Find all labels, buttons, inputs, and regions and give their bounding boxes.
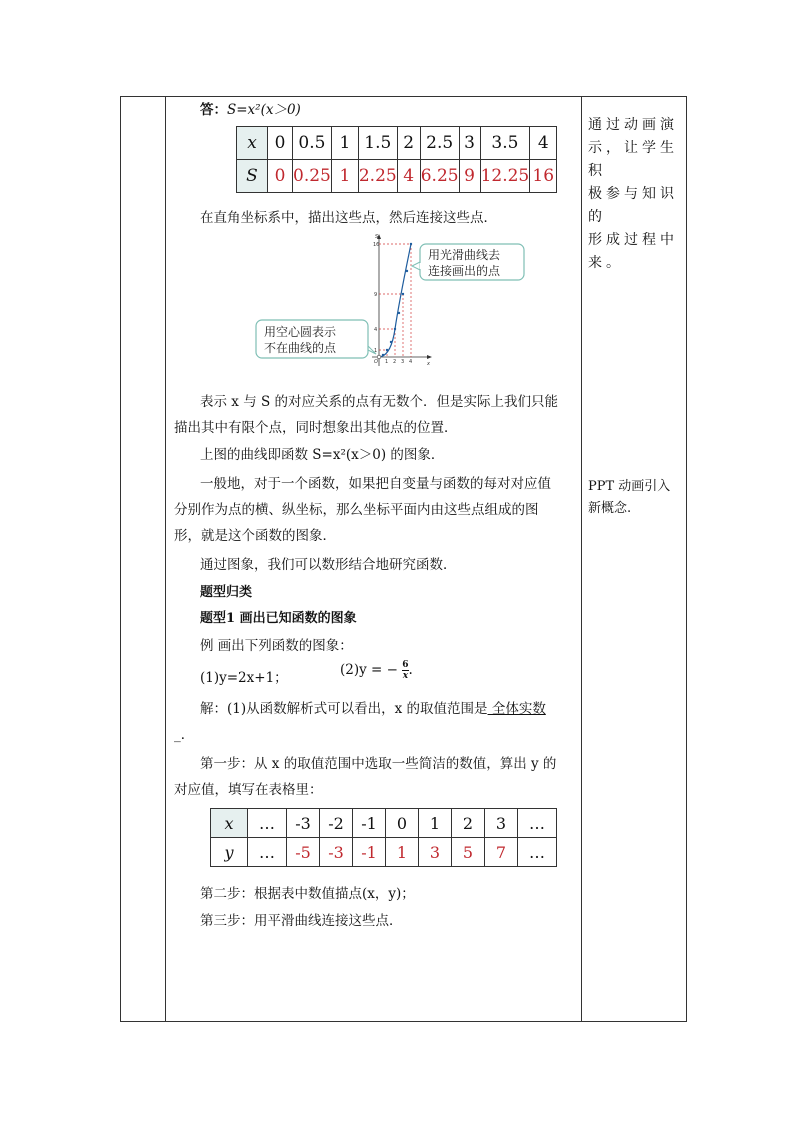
- table-row: [211, 838, 557, 867]
- table-cell: 5: [452, 838, 485, 867]
- paragraph-line: 形，就是这个函数的图象．: [174, 528, 336, 544]
- parabola-figure: [252, 232, 532, 372]
- callout-smooth-curve: [412, 244, 524, 280]
- step-2: 第二步：根据表中数值描点(x，y)；: [200, 886, 415, 902]
- guide-lines: [379, 244, 411, 357]
- solution-blank: 全体实数: [487, 701, 546, 717]
- table-cell: 1.5: [358, 127, 397, 160]
- table-cell: -1: [353, 809, 386, 838]
- table-cell: -5: [287, 838, 320, 867]
- table-header-x: x: [211, 809, 248, 838]
- table-header-s: S: [237, 160, 268, 193]
- parabola-curve: [379, 244, 411, 357]
- topic-heading: 题型1 画出已知函数的图象: [200, 611, 357, 626]
- side-note-line: PPT 动画引入: [588, 479, 671, 494]
- side-note-ppt: [588, 476, 684, 520]
- table-cell: 0: [268, 160, 293, 193]
- y-axis-label: S: [375, 234, 379, 240]
- function-2-prefix: (2)y = −: [340, 662, 398, 678]
- paragraph-line: 表示 x 与 S 的对应关系的点有无数个．但是实际上我们只能: [200, 394, 559, 410]
- callout-top-line2: 连接画出的点: [428, 264, 501, 278]
- column-divider-right: [581, 96, 582, 1022]
- table-cell: 0: [386, 809, 419, 838]
- y-tick-1: 1: [374, 348, 378, 354]
- callout-open-circle: [256, 320, 376, 358]
- x-tick-2: 2: [393, 359, 397, 365]
- paragraph-plot-points: 在直角坐标系中，描出这些点，然后连接这些点．: [200, 210, 497, 226]
- answer-formula: S=x²(x＞0): [227, 102, 301, 118]
- fraction-denominator: x: [402, 671, 409, 681]
- table-cell: 3: [419, 838, 452, 867]
- solution-line-2: _．: [174, 727, 195, 743]
- table-cell: …: [248, 809, 287, 838]
- answer-prefix: 答：: [200, 102, 227, 118]
- table-cell: 9: [459, 160, 480, 193]
- table-header-y: y: [211, 838, 248, 867]
- step-1-line-2: 对应值，填写在表格里：: [174, 782, 323, 798]
- table-x-s: [236, 126, 557, 193]
- paragraph-line: 上图的曲线即函数 S=x²(x＞0) 的图象．: [200, 447, 445, 463]
- origin-label: O: [374, 359, 378, 365]
- table-cell: 1: [419, 809, 452, 838]
- table-cell: 2: [452, 809, 485, 838]
- table-cell: -1: [353, 838, 386, 867]
- y-tick-16: 16: [373, 242, 380, 248]
- table-cell: …: [518, 838, 557, 867]
- table-cell: 1: [331, 127, 358, 160]
- table-cell: …: [248, 838, 287, 867]
- table-header-x: x: [237, 127, 268, 160]
- x-tick-4: 4: [409, 359, 413, 365]
- section-heading: 题型归类: [200, 585, 253, 600]
- fraction-numerator: 6: [402, 660, 409, 670]
- function-2: [340, 660, 413, 681]
- table-cell: 3: [459, 127, 480, 160]
- x-tick-3: 3: [401, 359, 405, 365]
- table-cell: -2: [320, 809, 353, 838]
- table-cell: 12.25: [480, 160, 530, 193]
- table-cell: -3: [287, 809, 320, 838]
- callout-bottom-line2: 不在曲线的点: [264, 341, 337, 355]
- solution-line: [200, 697, 546, 717]
- example-prompt: 例 画出下列函数的图象：: [200, 638, 353, 654]
- paragraph-line: 通过图象，我们可以数形结合地研究函数．: [200, 557, 457, 573]
- answer-line: [200, 98, 301, 118]
- table-cell: 4: [530, 127, 557, 160]
- side-note-line: 示，让学生积: [588, 140, 678, 179]
- table-cell: 6.25: [420, 160, 459, 193]
- table-cell: 2.25: [358, 160, 397, 193]
- table-cell: …: [518, 809, 557, 838]
- table-cell: 3: [485, 809, 518, 838]
- table-cell: 2: [397, 127, 420, 160]
- table-x-y: [210, 808, 557, 867]
- x-axis-arrow: [427, 355, 432, 359]
- side-note-line: 来。: [588, 255, 624, 271]
- column-divider-left: [165, 96, 166, 1022]
- side-note-animation: [588, 114, 684, 275]
- y-tick-9: 9: [374, 292, 378, 298]
- x-axis-label: x: [427, 361, 430, 367]
- side-note-line: 极参与知识的: [588, 186, 678, 225]
- table-cell: 0.5: [293, 127, 332, 160]
- table-cell: 0.25: [293, 160, 332, 193]
- side-note-line: 新概念.: [588, 501, 632, 516]
- x-tick-1: 1: [385, 359, 389, 365]
- table-cell: 0: [268, 127, 293, 160]
- table-cell: 1: [331, 160, 358, 193]
- table-cell: 2.5: [420, 127, 459, 160]
- table-cell: 4: [397, 160, 420, 193]
- table-cell: -3: [320, 838, 353, 867]
- paragraph-line: 描出其中有限个点，同时想象出其他点的位置．: [174, 420, 458, 436]
- table-cell: 3.5: [480, 127, 530, 160]
- callout-bottom-line1: 用空心圆表示: [264, 325, 337, 339]
- function-1: (1)y=2x+1；: [200, 670, 288, 686]
- paragraph-line: 一般地，对于一个函数，如果把自变量与函数的每对对应值: [200, 476, 551, 492]
- step-1-line-1: 第一步：从 x 的取值范围中选取一些简洁的数值，算出 y 的: [200, 756, 557, 772]
- table-row: [237, 127, 557, 160]
- side-note-line: 形成过程中: [588, 232, 678, 248]
- function-2-suffix: .: [408, 662, 413, 678]
- table-cell: 16: [530, 160, 557, 193]
- table-row: [211, 809, 557, 838]
- table-cell: 7: [485, 838, 518, 867]
- paragraph-line: 分别作为点的横、纵坐标，那么坐标平面内由这些点组成的图: [174, 502, 539, 518]
- step-3: 第三步：用平滑曲线连接这些点．: [200, 913, 403, 929]
- table-row: [237, 160, 557, 193]
- solution-text: 解：(1)从函数解析式可以看出，x 的取值范围是: [200, 701, 488, 717]
- side-note-line: 通过动画演: [588, 117, 678, 133]
- callout-top-line1: 用光滑曲线去: [428, 248, 501, 262]
- y-tick-4: 4: [374, 327, 378, 333]
- table-cell: 1: [386, 838, 419, 867]
